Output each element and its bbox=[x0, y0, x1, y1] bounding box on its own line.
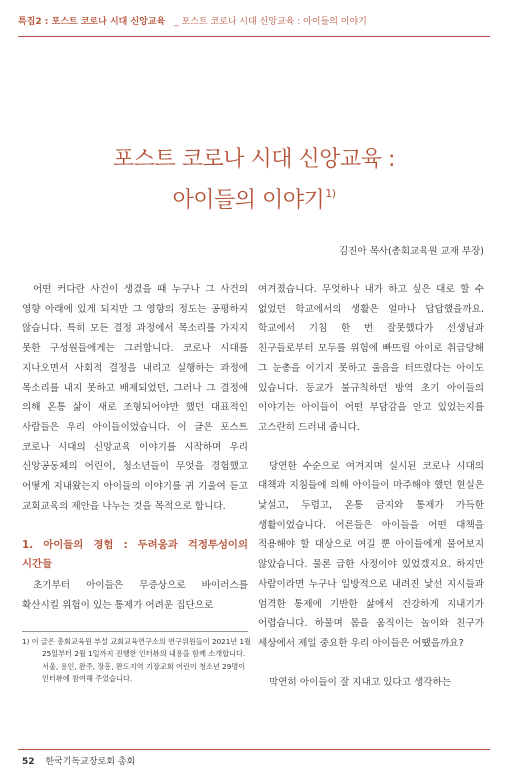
section-heading: 1. 아이들의 경험 : 두려움과 걱정투성이의 시간들 bbox=[22, 539, 248, 571]
header-subtitle: _ 포스트 코로나 시대 신앙교육 : 아이들의 이야기 bbox=[174, 17, 367, 27]
right-column bbox=[258, 280, 484, 692]
author-byline: 김진아 목사(총회교육원 교재 부장) bbox=[339, 246, 484, 257]
publication-name: 한국기독교장로회 총회 bbox=[45, 757, 136, 767]
article-title bbox=[40, 143, 468, 218]
header-section: 특집2 : 포스트 코로나 시대 신앙교육 bbox=[18, 17, 166, 27]
body-paragraph: 당연한 수순으로 여겨지며 실시된 코로나 시대의 대책과 지침들에 의해 아이들이 마주해야 했던 현실은 낯설고, 두렵고, 온통 금지와 통제가 가득한 생활이었습니다. 어른들은 아이들을 어떤 대책을 적용해야 할 대상으로 여길 뿐 아이들에게 물어보지 않았습니다. 물론 급한 사정이야 있었겠지요. 하지만 사람이라면 누구나 일방적으로 내려진 낯선 지시들과 엄격한 통제에 기반한 삶에서 건강하게 지내기가 어렵습니다. 하물며 몸을 움직이는 놀이와 친구가 세상에서 제일 중요한 우리 아이들은 어땠을까요? bbox=[258, 460, 484, 649]
title-line1: 포스트 코로나 시대 신앙교육 : bbox=[113, 147, 395, 172]
footer-rule bbox=[18, 749, 490, 750]
running-header bbox=[18, 14, 490, 27]
title-footnote-mark[interactable]: 1) bbox=[325, 187, 336, 200]
footnote-rule bbox=[22, 631, 248, 632]
body-paragraph: 어떤 커다란 사건이 생겼을 때 누구나 그 사건의 영향 아래에 있게 되지만 그 영향의 정도는 공평하지 않습니다. 특히 모든 결정 과정에서 목소리를 가지지 못한 구성원들에게는 그러합니다. 코로나 시대를 지나오면서 사회적 결정을 내리고 실행하는 과정에 목소리를 내지 못하고 배제되었던, 그러나 그 결정에 의해 온통 삶이 새로 조형되어야만 했던 대표적인 사람들은 우리 아이들이었습니다. 이 글은 포스트 코로나 시대의 신앙교육 이야기를 시작하며 우리 신앙공동체의 어린이, 청소년들이 무엇을 경험했고 어떻게 지내왔는지 아이들의 이야기를 귀 기울여 듣고 교회교육의 제안을 나누는 것을 목적으로 합니다. bbox=[22, 284, 248, 512]
body-paragraph: 막연히 아이들이 잘 지내고 있다고 생각하는 bbox=[269, 676, 452, 688]
body-paragraph: 여겨졌습니다. 무엇하나 내가 하고 싶은 대로 할 수 없었던 학교에서의 생활은 얼마나 답답했을까요. 학교에서 기침 한 번 잘못했다가 선생님과 친구들로부터 모두를 위험에 빠뜨릴 아이로 취급당해 그 눈총을 이기지 못하고 울음을 터뜨렸다는 아이도 있습니다. 등교가 불규칙하던 방역 초기 아이들의 이야기는 아이들이 어떤 부담감을 안고 있었는지를 고스란히 드러내 줍니다. bbox=[258, 284, 484, 433]
page-footer bbox=[22, 754, 135, 767]
footnote: 1) 이 글은 총회교육원 부설 교회교육연구소의 연구위원들이 2021년 1월 25일부터 2월 1일까지 진행한 인터뷰의 내용을 함께 소개합니다. 서울, 용인, 완주, 장흥, 완도지역 기장교회 어린이 청소년 29명이 인터뷰에 참여해 주었습니다. bbox=[22, 637, 252, 684]
page-number: 52 bbox=[22, 757, 35, 767]
title-line2: 아이들의 이야기 bbox=[172, 188, 325, 213]
left-column bbox=[22, 280, 248, 616]
header-rule bbox=[18, 36, 490, 37]
body-paragraph: 초기부터 아이들은 무증상으로 바이러스를 확산시킬 위험이 있는 통제가 어려운 집단으로 bbox=[22, 580, 248, 612]
